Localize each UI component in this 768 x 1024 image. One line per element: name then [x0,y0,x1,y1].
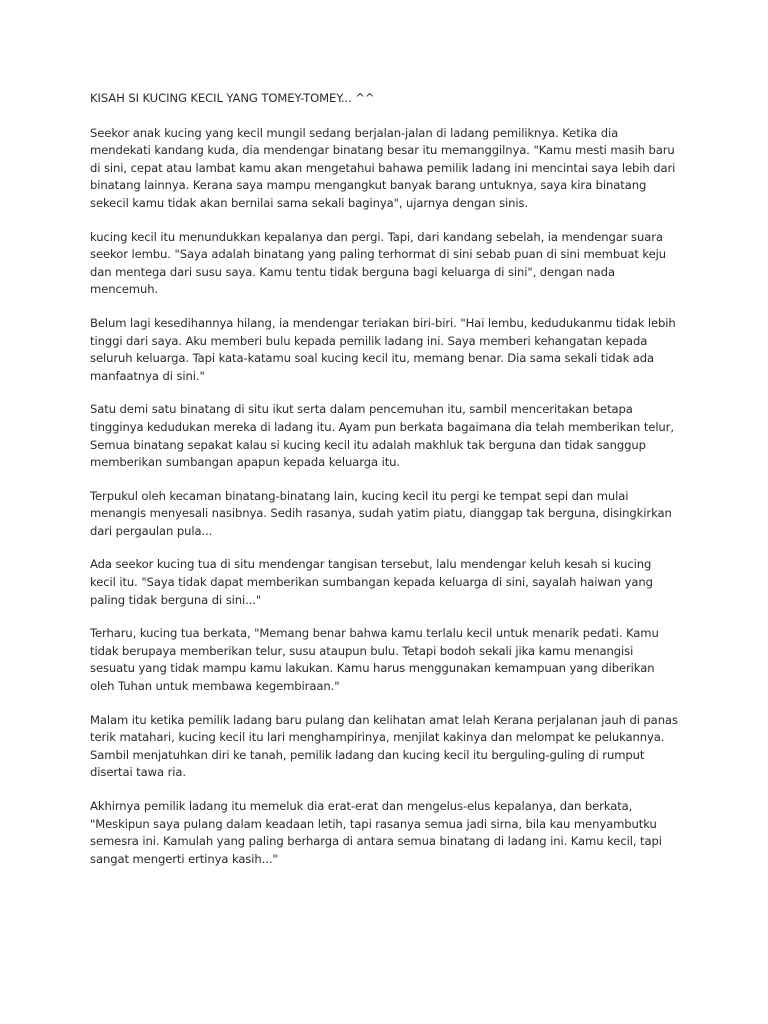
paragraph-7: Terharu, kucing tua berkata, "Memang benar bahwa kamu terlalu kecil untuk menarik pedati. Kamu tidak berupaya memberikan telur, susu ataupun bulu. Tetapi bodoh sekali jika kamu menangisi sesuatu yang tidak mampu kamu lakukan. Kamu harus menggunakan kemampuan yang diberikan oleh Tuhan untuk membawa kegembiraan." [90,626,659,694]
paragraph-2: kucing kecil itu menundukkan kepalanya dan pergi. Tapi, dari kandang sebelah, ia mendengar suara seekor lembu. "Saya adalah binatang yang paling terhormat di sini sebab puan di sini membuat keju dan mentega dari susu saya. Kamu tentu tidak berguna bagi keluarga di sini", dengan nada mencemuh. [90,229,667,297]
paragraph-5: Terpukul oleh kecaman binatang-binatang lain, kucing kecil itu pergi ke tempat sepi dan mulai menangis menyesali nasibnya. Sedih rasanya, sudah yatim piatu, dianggap tak berguna, disingkirkan dari pergaulan pula... [90,488,672,538]
paragraph-6: Ada seekor kucing tua di situ mendengar tangisan tersebut, lalu mendengar keluh kesah si kucing kecil itu. "Saya tidak dapat memberikan sumbangan kepada keluarga di sini, sayalah haiwan yang paling tidak berguna di sini..." [90,557,653,607]
paragraph-8: Malam itu ketika pemilik ladang baru pulang dan kelihatan amat lelah Kerana perjalanan jauh di panas terik matahari, kucing kecil itu lari menghampirinya, menjilat kakinya dan melompat ke pelukannya. Sambil menjatuhkan diri ke tanah, pemilik ladang dan kucing kecil itu berguling-guling di rumput disertai tawa ria. [90,712,678,780]
paragraph-1: Seekor anak kucing yang kecil mungil sedang berjalan-jalan di ladang pemiliknya. Ketika dia mendekati kandang kuda, dia mendengar binatang besar itu memanggilnya. "Kamu mesti masih baru di sini, cepat atau lambat kamu akan mengetahui bahawa pemilik ladang ini mencintai saya lebih dari binatang lainnya. Kerana saya mampu mengangkut banyak barang untuknya, saya kira binatang sekecil kamu tidak akan bernilai sama sekali baginya", ujarnya dengan sinis. [90,125,676,210]
document-page [90,90,678,884]
paragraph-4: Satu demi satu binatang di situ ikut serta dalam pencemuhan itu, sambil menceritakan betapa tingginya kedudukan mereka di ladang itu. Ayam pun berkata bagaimana dia telah memberikan telur, Semua binatang sepakat kalau si kucing kecil itu adalah makhluk tak berguna dan tidak sanggup memberikan sumbangan apapun kepada keluarga itu. [90,402,674,470]
paragraph-3: Belum lagi kesedihannya hilang, ia mendengar teriakan biri-biri. "Hai lembu, kedudukanmu tidak lebih tinggi dari saya. Aku memberi bulu kepada pemilik ladang ini. Saya memberi kehangatan kepada seluruh keluarga. Tapi kata-katamu soal kucing kecil itu, memang benar. Dia sama sekali tidak ada manfaatnya di sini." [90,315,676,383]
story-title: KISAH SI KUCING KECIL YANG TOMEY-TOMEY... ^^ [90,91,375,105]
paragraph-9: Akhirnya pemilik ladang itu memeluk dia erat-erat dan mengelus-elus kepalanya, dan berkata, "Meskipun saya pulang dalam keadaan letih, tapi rasanya semua jadi sirna, bila kau menyambutku semesra ini. Kamulah yang paling berharga di antara semua binatang di ladang ini. Kamu kecil, tapi sangat mengerti ertinya kasih..." [90,799,662,866]
